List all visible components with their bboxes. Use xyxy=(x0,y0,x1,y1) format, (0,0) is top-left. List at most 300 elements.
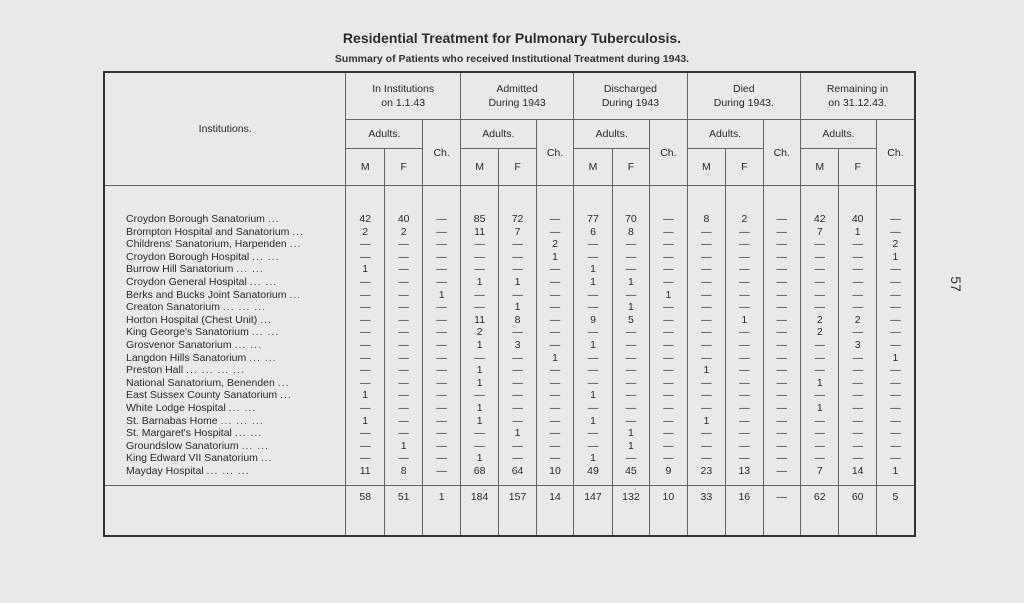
value-cell: — xyxy=(460,389,498,402)
leader-dots: ... xyxy=(289,238,302,251)
institutions-header: Institutions. xyxy=(104,72,346,186)
institution-cell xyxy=(104,263,346,276)
value-cell: 1 xyxy=(839,226,876,239)
leader-dots: ... ... xyxy=(236,263,264,276)
value-cell: 9 xyxy=(650,465,687,478)
institution-name: Preston Hall xyxy=(126,364,184,377)
table-row xyxy=(104,213,915,226)
spacer-cell xyxy=(423,186,460,214)
value-cell: — xyxy=(346,402,384,415)
institution-cell xyxy=(104,238,346,251)
value-cell: 40 xyxy=(839,213,876,226)
total-cell: — xyxy=(763,486,800,509)
leader-dots: ... ... xyxy=(249,351,277,364)
spacer-cell xyxy=(650,477,687,486)
institution-name: King George's Sanatorium xyxy=(126,326,249,339)
spacer-cell xyxy=(574,477,612,486)
value-cell: 1 xyxy=(499,276,536,289)
leader-dots: ... ... ... ... xyxy=(186,364,245,377)
spacer-cell xyxy=(460,508,498,536)
institution-cell xyxy=(104,326,346,339)
female-header: F xyxy=(384,149,422,186)
value-cell: — xyxy=(384,301,422,314)
value-cell: — xyxy=(876,213,915,226)
value-cell: 77 xyxy=(574,213,612,226)
value-cell: — xyxy=(612,326,649,339)
table-row xyxy=(104,301,915,314)
value-cell: — xyxy=(801,440,839,453)
value-cell: — xyxy=(574,402,612,415)
value-cell: — xyxy=(839,402,876,415)
value-cell: — xyxy=(384,289,422,302)
value-cell: — xyxy=(650,314,687,327)
value-cell: — xyxy=(499,415,536,428)
value-cell: — xyxy=(763,226,800,239)
value-cell: 2 xyxy=(801,314,839,327)
value-cell: — xyxy=(612,263,649,276)
spacer-cell xyxy=(384,508,422,536)
value-cell: 9 xyxy=(574,314,612,327)
value-cell: — xyxy=(346,301,384,314)
adults-header: Adults. xyxy=(346,120,423,149)
value-cell: — xyxy=(536,339,573,352)
value-cell: — xyxy=(876,452,915,465)
children-header: Ch. xyxy=(536,120,573,186)
value-cell: — xyxy=(763,251,800,264)
institution-cell xyxy=(104,465,346,478)
value-cell: — xyxy=(423,465,460,478)
value-cell: — xyxy=(801,352,839,365)
value-cell: 1 xyxy=(384,440,422,453)
value-cell: — xyxy=(650,440,687,453)
value-cell: — xyxy=(423,389,460,402)
male-header: M xyxy=(687,149,725,186)
value-cell: — xyxy=(346,314,384,327)
value-cell: — xyxy=(687,238,725,251)
spacer-cell xyxy=(346,508,384,536)
spacer-cell xyxy=(876,186,915,214)
value-cell: — xyxy=(612,452,649,465)
value-cell: 1 xyxy=(536,352,573,365)
tuberculosis-summary-table xyxy=(103,71,916,537)
totals-row xyxy=(104,486,915,509)
value-cell: — xyxy=(801,427,839,440)
spacer-cell xyxy=(687,508,725,536)
value-cell: — xyxy=(650,238,687,251)
institution-name: Berks and Bucks Joint Sanatorium xyxy=(126,288,287,301)
value-cell: — xyxy=(726,427,763,440)
table-row xyxy=(104,377,915,390)
leader-dots: ... ... ... xyxy=(206,464,250,477)
value-cell: — xyxy=(839,238,876,251)
value-cell: 1 xyxy=(574,339,612,352)
value-cell: — xyxy=(536,452,573,465)
institution-name: Croydon General Hospital xyxy=(126,275,247,288)
children-header: Ch. xyxy=(423,120,460,186)
value-cell: — xyxy=(460,301,498,314)
value-cell: — xyxy=(687,389,725,402)
value-cell: 45 xyxy=(612,465,649,478)
spacer-cell xyxy=(384,477,422,486)
leader-dots: ... xyxy=(267,213,280,225)
institution-name: Croydon Borough Hospital xyxy=(126,250,250,263)
value-cell: 8 xyxy=(499,314,536,327)
spacer-cell xyxy=(346,477,384,486)
value-cell: — xyxy=(423,377,460,390)
value-cell: — xyxy=(763,352,800,365)
value-cell: — xyxy=(499,364,536,377)
value-cell: — xyxy=(650,415,687,428)
spacer-row xyxy=(104,508,915,536)
leader-dots: ... xyxy=(292,225,305,238)
value-cell: 1 xyxy=(612,427,649,440)
value-cell: — xyxy=(574,440,612,453)
value-cell: — xyxy=(423,238,460,251)
value-cell: — xyxy=(839,440,876,453)
spacer-cell xyxy=(763,508,800,536)
value-cell: 1 xyxy=(801,377,839,390)
value-cell: 14 xyxy=(839,465,876,478)
value-cell: — xyxy=(423,440,460,453)
value-cell: — xyxy=(650,226,687,239)
value-cell: — xyxy=(763,238,800,251)
value-cell: 3 xyxy=(839,339,876,352)
value-cell: — xyxy=(423,364,460,377)
institution-name: King Edward VII Sanatorium xyxy=(126,452,258,465)
leader-dots: ... ... xyxy=(228,401,257,414)
value-cell: — xyxy=(876,289,915,302)
value-cell: — xyxy=(726,389,763,402)
value-cell: 7 xyxy=(499,226,536,239)
value-cell: — xyxy=(499,251,536,264)
value-cell: — xyxy=(384,238,422,251)
value-cell: — xyxy=(763,452,800,465)
value-cell: — xyxy=(839,452,876,465)
spacer-cell xyxy=(460,477,498,486)
value-cell: — xyxy=(612,339,649,352)
value-cell: — xyxy=(687,314,725,327)
value-cell: — xyxy=(460,289,498,302)
value-cell: — xyxy=(346,326,384,339)
total-cell: 51 xyxy=(384,486,422,509)
value-cell: — xyxy=(423,352,460,365)
value-cell: — xyxy=(801,251,839,264)
value-cell: — xyxy=(839,251,876,264)
value-cell: — xyxy=(460,251,498,264)
institution-cell xyxy=(104,289,346,302)
total-cell: 132 xyxy=(612,486,649,509)
value-cell: — xyxy=(687,427,725,440)
institution-cell xyxy=(104,339,346,352)
value-cell: — xyxy=(423,213,460,226)
spacer-cell xyxy=(612,477,649,486)
value-cell: — xyxy=(763,427,800,440)
table-row xyxy=(104,251,915,264)
spacer-cell xyxy=(499,186,536,214)
spacer-cell xyxy=(460,186,498,214)
institution-cell xyxy=(104,377,346,390)
leader-dots: ... xyxy=(289,288,302,301)
spacer-cell xyxy=(104,477,346,486)
value-cell: 1 xyxy=(460,415,498,428)
value-cell: — xyxy=(687,263,725,276)
value-cell: — xyxy=(687,352,725,365)
total-cell: 14 xyxy=(536,486,573,509)
value-cell: — xyxy=(536,389,573,402)
children-header: Ch. xyxy=(876,120,915,186)
spacer-cell xyxy=(726,508,763,536)
value-cell: — xyxy=(839,289,876,302)
value-cell: 11 xyxy=(460,226,498,239)
value-cell: 2 xyxy=(801,326,839,339)
male-header: M xyxy=(801,149,839,186)
value-cell: — xyxy=(763,402,800,415)
value-cell: — xyxy=(423,251,460,264)
value-cell: 1 xyxy=(876,465,915,478)
institution-name: Brompton Hospital and Sanatorium xyxy=(126,225,290,238)
value-cell: — xyxy=(839,427,876,440)
value-cell: — xyxy=(574,326,612,339)
value-cell: — xyxy=(801,452,839,465)
leader-dots: ... ... xyxy=(241,439,269,452)
value-cell: — xyxy=(650,339,687,352)
table-row xyxy=(104,352,915,365)
value-cell: 1 xyxy=(460,402,498,415)
male-header: M xyxy=(346,149,384,186)
value-cell: — xyxy=(346,452,384,465)
table-row xyxy=(104,289,915,302)
value-cell: — xyxy=(650,377,687,390)
value-cell: — xyxy=(574,427,612,440)
value-cell: — xyxy=(650,213,687,226)
value-cell: — xyxy=(650,402,687,415)
value-cell: — xyxy=(650,352,687,365)
value-cell: 1 xyxy=(574,276,612,289)
value-cell: 1 xyxy=(612,301,649,314)
table-row xyxy=(104,452,915,465)
value-cell: — xyxy=(423,452,460,465)
value-cell: — xyxy=(574,364,612,377)
spacer-cell xyxy=(384,186,422,214)
spacer-row xyxy=(104,477,915,486)
value-cell: — xyxy=(763,326,800,339)
totals-label-cell xyxy=(104,486,346,509)
value-cell: — xyxy=(574,289,612,302)
group-header: Died During 1943. xyxy=(687,72,800,120)
value-cell: — xyxy=(612,238,649,251)
spacer-cell xyxy=(763,186,800,214)
value-cell: — xyxy=(423,226,460,239)
institution-name: East Sussex County Sanatorium xyxy=(126,389,278,402)
value-cell: — xyxy=(384,364,422,377)
value-cell: — xyxy=(612,402,649,415)
spacer-cell xyxy=(612,186,649,214)
value-cell: 85 xyxy=(460,213,498,226)
value-cell: — xyxy=(726,440,763,453)
value-cell: — xyxy=(876,314,915,327)
institution-cell xyxy=(104,440,346,453)
spacer-cell xyxy=(346,186,384,214)
value-cell: — xyxy=(687,289,725,302)
institution-name: Mayday Hospital xyxy=(126,464,204,477)
value-cell: 1 xyxy=(726,314,763,327)
institution-cell xyxy=(104,452,346,465)
spacer-cell xyxy=(499,508,536,536)
leader-dots: ... xyxy=(260,313,272,326)
total-cell: 33 xyxy=(687,486,725,509)
table-row xyxy=(104,427,915,440)
value-cell: — xyxy=(460,440,498,453)
value-cell: — xyxy=(726,415,763,428)
value-cell: — xyxy=(423,314,460,327)
value-cell: — xyxy=(763,389,800,402)
table-row xyxy=(104,314,915,327)
adults-header: Adults. xyxy=(460,120,536,149)
value-cell: — xyxy=(726,339,763,352)
value-cell: — xyxy=(536,314,573,327)
institution-name: St. Barnabas Home xyxy=(126,414,218,427)
children-header: Ch. xyxy=(650,120,687,186)
table-row xyxy=(104,440,915,453)
leader-dots: ... ... xyxy=(234,338,262,351)
value-cell: — xyxy=(499,377,536,390)
value-cell: — xyxy=(763,314,800,327)
value-cell: — xyxy=(876,339,915,352)
value-cell: 42 xyxy=(346,213,384,226)
value-cell: 1 xyxy=(574,263,612,276)
institution-cell xyxy=(104,352,346,365)
value-cell: — xyxy=(346,238,384,251)
table-row xyxy=(104,364,915,377)
group-header: In Institutions on 1.1.43 xyxy=(346,72,460,120)
value-cell: — xyxy=(499,440,536,453)
total-cell: 5 xyxy=(876,486,915,509)
value-cell: — xyxy=(384,326,422,339)
institution-name: National Sanatorium, Benenden xyxy=(126,376,275,389)
value-cell: 13 xyxy=(726,465,763,478)
value-cell: — xyxy=(650,427,687,440)
value-cell: — xyxy=(763,364,800,377)
value-cell: — xyxy=(650,263,687,276)
value-cell: — xyxy=(536,326,573,339)
value-cell: — xyxy=(574,251,612,264)
spacer-cell xyxy=(612,508,649,536)
value-cell: 2 xyxy=(384,226,422,239)
value-cell: — xyxy=(384,314,422,327)
value-cell: — xyxy=(650,251,687,264)
spacer-cell xyxy=(536,477,573,486)
value-cell: — xyxy=(612,364,649,377)
value-cell: — xyxy=(384,427,422,440)
leader-dots: ... xyxy=(277,376,290,389)
value-cell: — xyxy=(574,238,612,251)
value-cell: — xyxy=(536,289,573,302)
table-row xyxy=(104,402,915,415)
value-cell: — xyxy=(650,364,687,377)
value-cell: 6 xyxy=(574,226,612,239)
value-cell: — xyxy=(612,415,649,428)
value-cell: 2 xyxy=(726,213,763,226)
institution-name: Childrens' Sanatorium, Harpenden xyxy=(126,238,287,251)
value-cell: — xyxy=(650,326,687,339)
value-cell: — xyxy=(423,326,460,339)
female-header: F xyxy=(726,149,763,186)
total-cell: 184 xyxy=(460,486,498,509)
value-cell: — xyxy=(384,402,422,415)
value-cell: — xyxy=(687,339,725,352)
value-cell: 2 xyxy=(536,238,573,251)
value-cell: — xyxy=(801,301,839,314)
total-cell: 16 xyxy=(726,486,763,509)
value-cell: — xyxy=(346,276,384,289)
institution-cell xyxy=(104,276,346,289)
value-cell: 70 xyxy=(612,213,649,226)
value-cell: 1 xyxy=(499,427,536,440)
value-cell: 11 xyxy=(346,465,384,478)
female-header: F xyxy=(612,149,649,186)
value-cell: — xyxy=(384,263,422,276)
page-title: Residential Treatment for Pulmonary Tuberculosis. xyxy=(342,30,682,46)
value-cell: — xyxy=(574,352,612,365)
value-cell: — xyxy=(346,440,384,453)
spacer-cell xyxy=(574,186,612,214)
value-cell: — xyxy=(839,389,876,402)
value-cell: 1 xyxy=(574,415,612,428)
value-cell: — xyxy=(499,238,536,251)
value-cell: — xyxy=(423,339,460,352)
spacer-cell xyxy=(423,477,460,486)
value-cell: 1 xyxy=(536,251,573,264)
value-cell: 1 xyxy=(612,440,649,453)
total-cell: 60 xyxy=(839,486,876,509)
institution-name: Creaton Sanatorium xyxy=(126,301,220,314)
value-cell: 64 xyxy=(499,465,536,478)
value-cell: — xyxy=(346,352,384,365)
value-cell: — xyxy=(687,377,725,390)
leader-dots: ... xyxy=(260,452,273,465)
group-header: Remaining in on 31.12.43. xyxy=(801,72,916,120)
value-cell: — xyxy=(839,352,876,365)
value-cell: — xyxy=(687,326,725,339)
total-cell: 1 xyxy=(423,486,460,509)
value-cell: — xyxy=(499,402,536,415)
value-cell: — xyxy=(687,452,725,465)
table-row xyxy=(104,415,915,428)
total-cell: 62 xyxy=(801,486,839,509)
value-cell: — xyxy=(460,263,498,276)
value-cell: — xyxy=(536,276,573,289)
spacer-cell xyxy=(574,508,612,536)
institution-name: Croydon Borough Sanatorium xyxy=(126,213,265,225)
value-cell: — xyxy=(726,263,763,276)
value-cell: — xyxy=(423,276,460,289)
spacer-cell xyxy=(499,477,536,486)
total-cell: 157 xyxy=(499,486,536,509)
value-cell: — xyxy=(876,402,915,415)
page-number: 57 xyxy=(947,276,964,292)
table-row xyxy=(104,389,915,402)
female-header: F xyxy=(499,149,536,186)
value-cell: — xyxy=(612,251,649,264)
spacer-cell xyxy=(876,477,915,486)
value-cell: 1 xyxy=(612,276,649,289)
spacer-row xyxy=(104,186,915,214)
institution-cell xyxy=(104,415,346,428)
value-cell: — xyxy=(460,238,498,251)
value-cell: — xyxy=(876,276,915,289)
value-cell: 2 xyxy=(346,226,384,239)
value-cell: — xyxy=(499,289,536,302)
